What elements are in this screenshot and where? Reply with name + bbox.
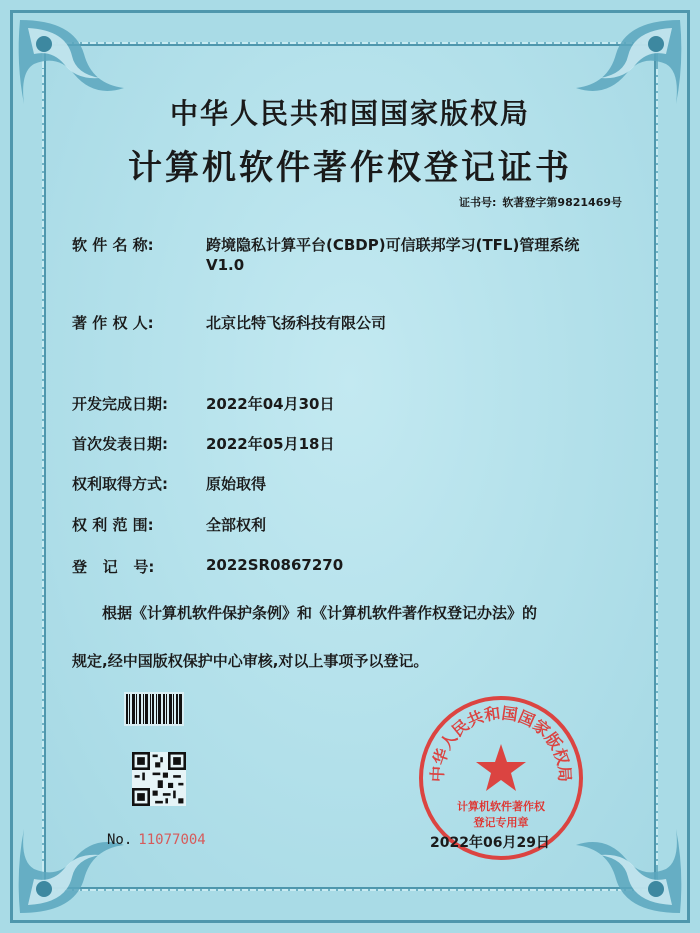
corner-ornament-bottom-left (14, 799, 134, 919)
copyright-owner-label: 著 作 权 人: (72, 314, 154, 332)
statement-line-1: 根据《计算机软件保护条例》和《计算机软件著作权登记办法》的 (102, 604, 538, 622)
acquisition-method-value: 原始取得 (206, 475, 267, 493)
publish-date-label: 首次发表日期: (72, 435, 168, 453)
software-name-row (72, 234, 580, 274)
software-name-label: 软 件 名 称: (72, 236, 154, 254)
seal-ring-text: 中华人民共和国国家版权局 (427, 703, 575, 783)
completion-date-label: 开发完成日期: (72, 395, 168, 413)
acquisition-method-label: 权利取得方式: (72, 475, 168, 493)
barcode (124, 692, 184, 726)
registration-number-value: 2022SR0867270 (206, 556, 344, 574)
issue-date: 2022年06月29日 (430, 835, 550, 851)
registration-number-label: 登 记 号: (72, 558, 155, 576)
publish-date-value: 2022年05月18日 (206, 435, 335, 453)
software-name-value: 跨境隐私计算平台(CBDP)可信联邦学习(TFL)管理系统 (206, 236, 580, 254)
statement-line-2: 规定,经中国版权保护中心审核,对以上事项予以登记。 (72, 652, 429, 670)
software-version-value: V1.0 (206, 256, 245, 274)
publish-date-row (72, 433, 335, 454)
qr-code (132, 752, 186, 806)
copyright-owner-value: 北京比特飞扬科技有限公司 (206, 314, 387, 332)
rights-scope-row (72, 514, 267, 535)
certificate-number-value: 软著登字第9821469号 (502, 196, 622, 209)
serial-prefix: No. (107, 832, 133, 848)
certificate-title: 计算机软件著作权登记证书 (128, 148, 572, 188)
completion-date-value: 2022年04月30日 (206, 395, 335, 413)
copyright-owner-row (72, 312, 387, 333)
serial-number (107, 832, 206, 848)
certificate-number (453, 194, 622, 210)
seal-inner-line-1: 计算机软件著作权 (457, 800, 545, 813)
rights-scope-value: 全部权利 (206, 516, 267, 534)
registration-number-row (72, 556, 344, 577)
acquisition-method-row (72, 473, 267, 494)
serial-value: 11077004 (138, 832, 206, 848)
seal-inner-line-2: 登记专用章 (473, 816, 529, 829)
rights-scope-label: 权 利 范 围: (72, 516, 154, 534)
completion-date-row (72, 393, 335, 414)
issuing-authority: 中华人民共和国国家版权局 (169, 97, 530, 130)
seal-star-icon (476, 744, 526, 791)
certificate-number-label: 证书号: (459, 196, 497, 209)
